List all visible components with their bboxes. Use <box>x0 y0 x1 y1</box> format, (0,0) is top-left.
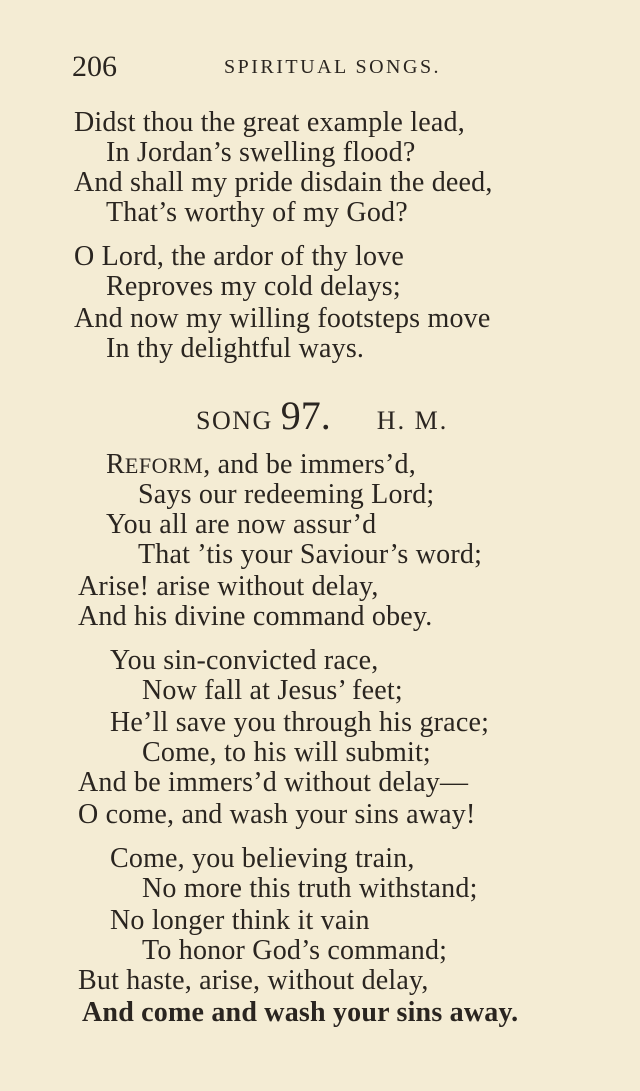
song-number: 97. <box>280 393 331 438</box>
verse-line: Didst thou the great example lead, <box>74 107 465 138</box>
verse-line: Come, to his will submit; <box>142 737 431 768</box>
verse-line: But haste, arise, without delay, <box>78 965 429 996</box>
verse-line: Says our redeeming Lord; <box>138 479 435 510</box>
verse-line: No more this truth withstand; <box>142 873 478 904</box>
verse-line: No longer think it vain <box>110 905 370 936</box>
verse-line: You sin-convicted race, <box>110 645 379 676</box>
verse-line: And be immers’d without delay— <box>78 767 469 798</box>
song-heading <box>196 392 448 439</box>
song-word: SONG <box>196 406 273 435</box>
verse-line: That ’tis your Saviour’s word; <box>138 539 483 570</box>
first-line-rest: , and be immers’d, <box>203 449 416 480</box>
verse-line: In thy delightful ways. <box>106 333 365 364</box>
smallcaps-word: EFORM <box>124 453 204 478</box>
running-title: SPIRITUAL SONGS. <box>224 56 442 78</box>
verse-line: O Lord, the ardor of thy love <box>74 241 405 272</box>
page-number: 206 <box>72 50 117 83</box>
verse-line: Now fall at Jesus’ feet; <box>142 675 403 706</box>
verse-line: That’s worthy of my God? <box>106 197 408 228</box>
song-meter: H. M. <box>376 406 449 435</box>
verse-line: Reproves my cold delays; <box>106 271 401 302</box>
verse-line: Arise! arise without delay, <box>78 571 379 602</box>
verse-line: In Jordan’s swelling flood? <box>106 137 416 168</box>
verse-line: Come, you believing train, <box>110 843 415 874</box>
verse-line: And come and wash your sins away. <box>82 997 519 1028</box>
verse-line: You all are now assur’d <box>106 509 377 540</box>
verse-line: To honor God’s command; <box>142 935 448 966</box>
verse-line-first <box>106 450 416 481</box>
initial-letter: R <box>106 449 125 480</box>
verse-line: And now my willing footsteps move <box>74 303 491 334</box>
verse-line: O come, and wash your sins away! <box>78 799 476 830</box>
verse-line: And shall my pride disdain the deed, <box>74 167 493 198</box>
verse-line: He’ll save you through his grace; <box>110 707 490 738</box>
verse-line: And his divine command obey. <box>78 601 433 632</box>
